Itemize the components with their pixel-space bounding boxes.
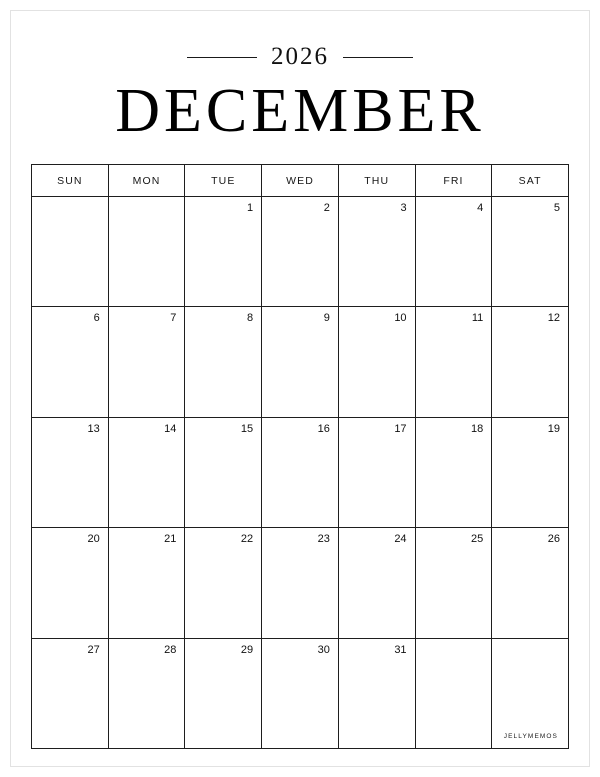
- day-cell[interactable]: [416, 639, 493, 749]
- day-cell[interactable]: [109, 639, 186, 749]
- day-cell[interactable]: [185, 418, 262, 528]
- day-number: 9: [323, 312, 330, 325]
- year-rule-right: [343, 57, 413, 58]
- day-cell[interactable]: [32, 528, 109, 638]
- day-cell[interactable]: [32, 197, 109, 307]
- day-number: 23: [317, 533, 330, 546]
- day-number: 28: [164, 643, 177, 656]
- day-cell[interactable]: [185, 528, 262, 638]
- day-cell[interactable]: [32, 639, 109, 749]
- day-cell[interactable]: [416, 307, 493, 417]
- day-cell[interactable]: [32, 307, 109, 417]
- day-cell[interactable]: [492, 639, 569, 749]
- year-label: 2026: [271, 43, 329, 70]
- day-number: 8: [247, 312, 254, 325]
- day-number: 30: [317, 643, 330, 656]
- calendar-grid: [31, 164, 569, 749]
- day-cell[interactable]: [339, 197, 416, 307]
- day-number: 14: [164, 422, 177, 435]
- weekday-mon: MON: [109, 165, 186, 197]
- month-title: DECEMBER: [115, 77, 485, 145]
- day-cell[interactable]: [492, 528, 569, 638]
- day-cell[interactable]: [492, 418, 569, 528]
- day-cell[interactable]: [416, 528, 493, 638]
- weekday-sun: SUN: [32, 165, 109, 197]
- day-number: 21: [164, 533, 177, 546]
- day-cell[interactable]: [339, 307, 416, 417]
- weekday-header-row: [32, 165, 569, 197]
- week-row: [32, 418, 569, 528]
- day-number: 12: [547, 312, 560, 325]
- day-cell[interactable]: [339, 418, 416, 528]
- day-number: 18: [471, 422, 484, 435]
- day-number: 6: [93, 312, 100, 325]
- weekday-wed: WED: [262, 165, 339, 197]
- day-number: 27: [87, 643, 100, 656]
- day-cell[interactable]: [262, 528, 339, 638]
- day-number: 4: [477, 202, 484, 215]
- day-number: 15: [240, 422, 254, 435]
- day-cell[interactable]: [339, 528, 416, 638]
- day-number: 20: [87, 533, 100, 546]
- day-number: 11: [471, 312, 484, 325]
- day-cell[interactable]: [185, 307, 262, 417]
- day-number: 10: [394, 312, 407, 325]
- day-cell[interactable]: [416, 197, 493, 307]
- day-cell[interactable]: [109, 528, 186, 638]
- brand-watermark: JELLYMEMOS: [503, 732, 558, 740]
- day-number: 19: [547, 422, 560, 435]
- day-number: 25: [471, 533, 484, 546]
- day-cell[interactable]: [185, 639, 262, 749]
- day-number: 29: [240, 643, 254, 656]
- day-number: 16: [317, 422, 330, 435]
- day-number: 13: [87, 422, 100, 435]
- day-number: 26: [547, 533, 560, 546]
- day-number: 7: [170, 312, 177, 325]
- day-cell[interactable]: [262, 197, 339, 307]
- day-number: 1: [247, 202, 254, 215]
- day-number: 31: [394, 643, 407, 656]
- day-number: 24: [394, 533, 407, 546]
- day-cell[interactable]: [339, 639, 416, 749]
- day-cell[interactable]: [109, 307, 186, 417]
- day-number: 5: [553, 202, 560, 215]
- week-row: [32, 639, 569, 749]
- day-number: 17: [394, 422, 407, 435]
- weekday-fri: FRI: [416, 165, 493, 197]
- year-header: [31, 44, 569, 71]
- day-number: 22: [240, 533, 254, 546]
- week-row: [32, 528, 569, 638]
- day-cell[interactable]: [262, 418, 339, 528]
- day-cell[interactable]: [262, 307, 339, 417]
- year-rule-left: [187, 57, 257, 58]
- day-number: 2: [323, 202, 330, 215]
- day-cell[interactable]: [492, 197, 569, 307]
- day-cell[interactable]: [492, 307, 569, 417]
- day-cell[interactable]: [416, 418, 493, 528]
- weekday-thu: THU: [339, 165, 416, 197]
- day-cell[interactable]: [109, 197, 186, 307]
- day-cell[interactable]: [262, 639, 339, 749]
- day-cell[interactable]: [109, 418, 186, 528]
- weekday-tue: TUE: [185, 165, 262, 197]
- day-cell[interactable]: [32, 418, 109, 528]
- week-row: [32, 197, 569, 307]
- day-cell[interactable]: [185, 197, 262, 307]
- weekday-sat: SAT: [492, 165, 569, 197]
- day-number: 3: [400, 202, 407, 215]
- week-row: [32, 307, 569, 417]
